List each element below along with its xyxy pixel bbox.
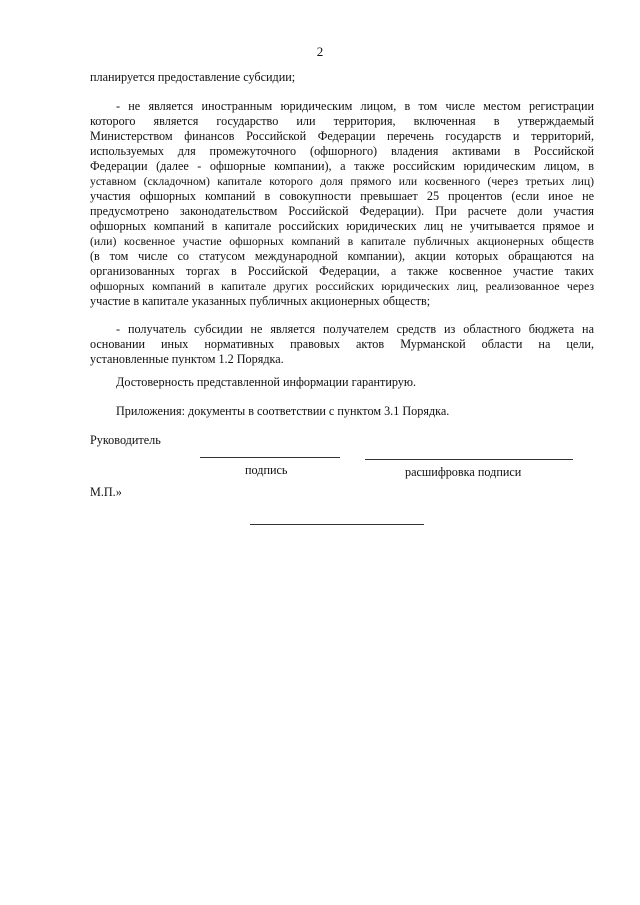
signature-line	[200, 457, 340, 458]
text-line: используемых для промежуточного (офшорного) владения активами в Российской	[90, 144, 594, 158]
page-number: 2	[316, 44, 324, 59]
guarantee-statement: Достоверность представленной информации гарантирую.	[116, 375, 417, 389]
closing-rule	[250, 524, 424, 525]
paragraph-budget-first-line: - получатель субсидии не является получателем средств из областного бюджета на	[116, 322, 594, 336]
text-line: офшорных компаний в капитале российских юридических лиц не учитывается прямое и	[90, 219, 594, 233]
text-line: которого является государство или территория, включенная в утверждаемый	[90, 114, 594, 128]
text-line: установленные пунктом 1.2 Порядка.	[90, 352, 284, 366]
text-line: Федерации (далее - офшорные компании), а также российским юридическим лицом, в	[90, 159, 594, 173]
signature-decode-line	[365, 459, 573, 460]
text-line: планируется предоставление субсидии;	[90, 70, 296, 84]
text-line: (или) косвенное участие офшорных компаний в капитале публичных акционерных обществ	[90, 234, 594, 248]
text-line: офшорных компаний в капитале других российских юридических лиц, реализованное через	[90, 279, 594, 293]
attachments-statement: Приложения: документы в соответствии с пунктом 3.1 Порядка.	[116, 404, 450, 418]
text-line: (в том числе со статусом международной компании), акции которых обращаются на	[90, 249, 594, 263]
text-line: Министерством финансов Российской Федерации перечень государств и территорий,	[90, 129, 594, 143]
text-line: участия офшорных компаний в совокупности превышает 25 процентов (если иное не	[90, 189, 594, 203]
text-line: участие в капитале указанных публичных акционерных обществ;	[90, 294, 431, 308]
signature-decode-caption: расшифровка подписи	[405, 465, 522, 479]
text-line: уставном (складочном) капитале которого доля прямого или косвенного (через третьих лиц)	[90, 175, 594, 188]
head-label: Руководитель	[90, 433, 161, 447]
stamp-label: М.П.»	[90, 485, 122, 499]
text-line: основании иных нормативных правовых актов Мурманской области на цели,	[90, 337, 594, 351]
signature-caption: подпись	[245, 463, 288, 477]
paragraph-offshore-first-line: - не является иностранным юридическим лицом, в том числе местом регистрации	[116, 99, 594, 113]
text-line: предусмотрено законодательством Российской Федерации). При расчете доли участия	[90, 204, 594, 218]
text-line: организованных торгах в Российской Федерации, а также косвенное участие таких	[90, 264, 594, 278]
